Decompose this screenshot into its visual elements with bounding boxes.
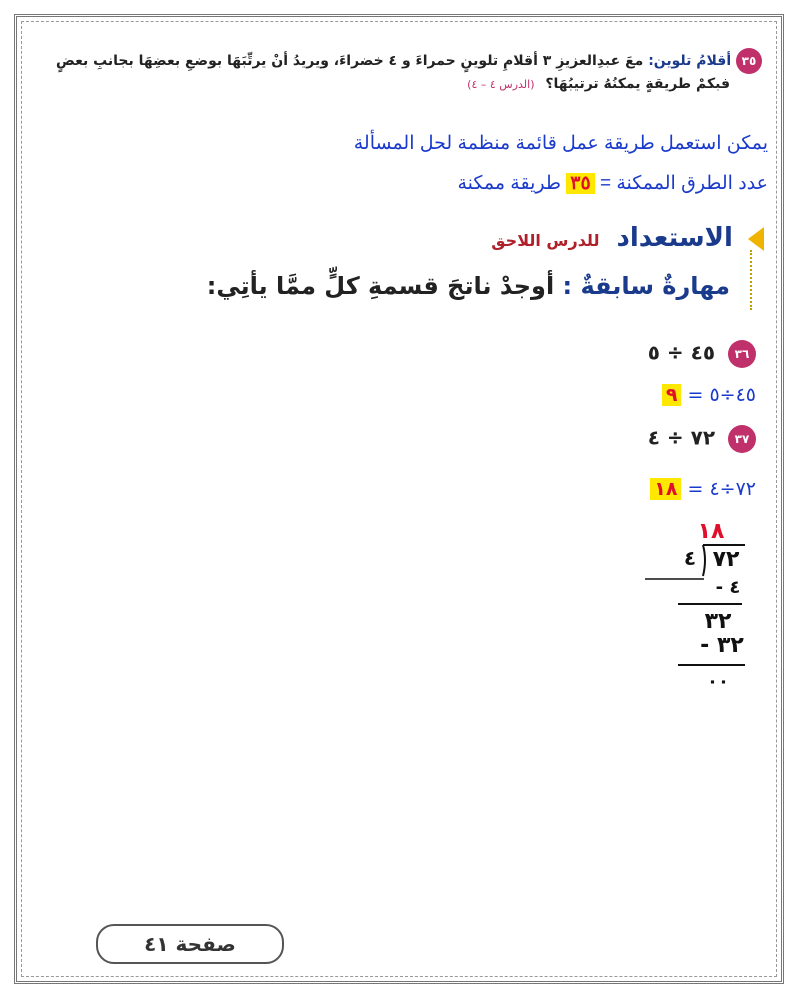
skill-heading [207, 272, 730, 300]
exercise-36 [648, 340, 756, 368]
ld-step1-remainder: ٣٢ [704, 609, 732, 634]
skill-instruction: أوجدْ ناتجَ قسمةِ كلٍّ ممَّا يأتِي: [206, 272, 555, 300]
arrow-icon [748, 227, 764, 251]
ld-dividend: ٧٢ [712, 547, 740, 572]
dotted-divider [750, 250, 752, 310]
problem-title: أقلامُ تلوين: [648, 53, 732, 69]
problem-line-1 [32, 48, 762, 74]
preparation-heading [491, 223, 764, 253]
problem-35 [32, 48, 762, 95]
ld-final-remainder: ٠٠ [707, 671, 729, 692]
skill-label: مهارةٌ سابقةٌ : [562, 272, 730, 300]
ld-divisor: ٤ [683, 546, 697, 570]
exercise-number-badge: ٣٦ [728, 340, 756, 368]
work-result: ٩ [662, 384, 682, 406]
preparation-subtitle: للدرس اللاحق [491, 231, 600, 250]
answer-value: ٣٥ [566, 173, 594, 194]
exercise-expression: ٧٢ ÷ ٤ [647, 425, 716, 450]
ld-step2-subtract: ٣٢ - [700, 633, 744, 658]
preparation-title: الاستعداد [616, 223, 733, 253]
lesson-reference: (الدرس ٤ – ٤) [467, 78, 535, 91]
ld-step1-subtract: ٤ - [715, 577, 741, 598]
problem-text-line1: معَ عبدِالعزيزِ ٣ أقلامِ تلوينٍ حمراءَ و ٤ خضراءَ، ويريدُ أنْ يرتِّبَهَا بوضعِ بعضِهَا بجانبِ بعضٍ [55, 53, 644, 69]
answer-suffix: طريقة ممكنة [457, 173, 561, 194]
exercise-number-badge: ٣٧ [728, 425, 756, 453]
answer-line-1: يمكن استعمل طريقة عمل قائمة منظمة لحل المسألة [353, 133, 768, 154]
page-number-label: صفحة ٤١ [96, 924, 284, 964]
work-expression: ٧٢÷٤ = [687, 478, 756, 500]
answer-line-2 [457, 172, 768, 195]
problem-line-2 [32, 74, 730, 95]
exercise-36-work [662, 384, 756, 406]
exercise-37 [648, 425, 756, 453]
exercise-expression: ٤٥ ÷ ٥ [647, 340, 716, 365]
work-result: ١٨ [650, 478, 681, 500]
exercise-37-work [650, 478, 756, 500]
work-expression: ٤٥÷٥ = [687, 384, 756, 406]
answer-prefix: عدد الطرق الممكنة = [599, 173, 768, 194]
problem-number-badge: ٣٥ [736, 48, 762, 74]
problem-text-line2: فبكمْ طريقةٍ يمكنُهُ ترتيبُهَا؟ [545, 76, 730, 92]
ld-quotient: ١٨ [697, 519, 725, 544]
